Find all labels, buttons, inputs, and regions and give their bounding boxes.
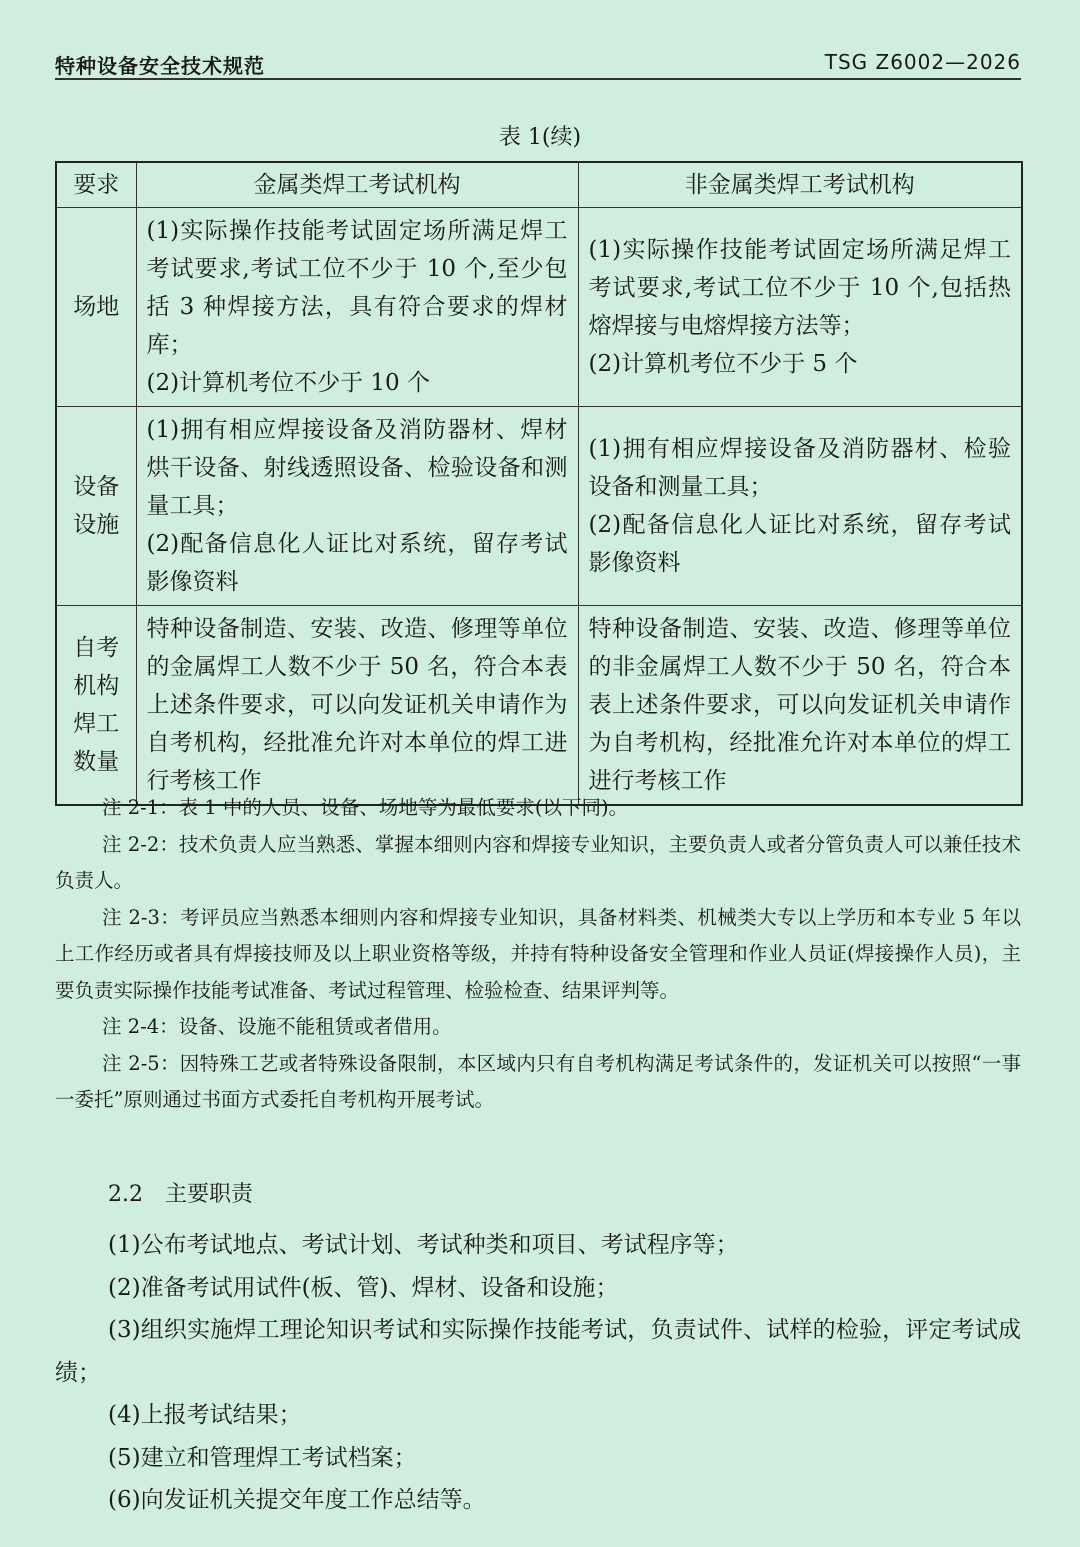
header-standard-code: TSG Z6002—2026 <box>824 50 1021 74</box>
column-header-metal: 金属类焊工考试机构 <box>136 162 578 208</box>
duty-item: (4)上报考试结果； <box>108 1402 302 1428</box>
metal-cell: (1)实际操作技能考试固定场所满足焊工考试要求,考试工位不少于 10 个,至少包括 3 种焊接方法，具有符合要求的焊材库； (2)计算机考位不少于 10 个 <box>136 208 578 407</box>
note: 注 2-4：设备、设施不能租赁或者借用。 <box>102 1015 452 1038</box>
table-notes <box>55 790 1021 1119</box>
note: 注 2-5：因特殊工艺或者特殊设备限制，本区域内只有自考机构满足考试条件的，发证机关可以按照“一事一委托”原则通过书面方式委托自考机构开展考试。 <box>55 1051 1021 1111</box>
duty-item: (1)公布考试地点、考试计划、考试种类和项目、考试程序等； <box>108 1232 739 1258</box>
nonmetal-cell: (1)拥有相应焊接设备及消防器材、检验设备和测量工具； (2)配备信息化人证比对系统，留存考试影像资料 <box>578 407 1022 606</box>
duty-item: (5)建立和管理焊工考试档案； <box>108 1444 417 1471</box>
requirements-table <box>55 161 1023 806</box>
duty-item: (3)组织实施焊工理论知识考试和实际操作技能考试，负责试件、试样的检验，评定考试成绩； <box>55 1317 1021 1386</box>
table-row <box>56 407 1022 606</box>
metal-cell: (1)拥有相应焊接设备及消防器材、焊材烘干设备、射线透照设备、检验设备和测量工具； (2)配备信息化人证比对系统，留存考试影像资料 <box>136 407 578 606</box>
section-heading <box>108 1177 253 1208</box>
page-header <box>55 48 1021 80</box>
note: 注 2-1：表 1 中的人员、设备、场地等为最低要求(以下同)。 <box>102 796 629 819</box>
section-number: 2.2 <box>108 1182 143 1207</box>
requirement-cell: 场地 <box>56 208 136 407</box>
column-header-requirement: 要求 <box>56 162 136 208</box>
table-header-row <box>56 162 1022 208</box>
note: 注 2-2：技术负责人应当熟悉、掌握本细则内容和焊接专业知识，主要负责人或者分管负责人可以兼任技术负责人。 <box>55 832 1021 892</box>
table-row <box>56 606 1022 806</box>
duties-list <box>55 1224 1021 1522</box>
nonmetal-cell: 特种设备制造、安装、改造、修理等单位的非金属焊工人数不少于 50 名，符合本表上述条件要求，可以向发证机关申请作为自考机构，经批准允许对本单位的焊工进行考核工作 <box>578 606 1022 806</box>
table-row <box>56 208 1022 407</box>
metal-cell: 特种设备制造、安装、改造、修理等单位的金属焊工人数不少于 50 名，符合本表上述条件要求，可以向发证机关申请作为自考机构，经批准允许对本单位的焊工进行考核工作 <box>136 606 578 806</box>
table-caption: 表 1(续) <box>498 125 582 150</box>
duty-item: (2)准备考试用试件(板、管)、焊材、设备和设施； <box>108 1274 619 1301</box>
header-title: 特种设备安全技术规范 <box>55 54 265 78</box>
requirement-cell: 设备 设施 <box>56 407 136 606</box>
duty-item: (6)向发证机关提交年度工作总结等。 <box>108 1487 486 1513</box>
section-title: 主要职责 <box>165 1182 254 1207</box>
note: 注 2-3：考评员应当熟悉本细则内容和焊接专业知识，具备材料类、机械类大专以上学历和本专业 5 年以上工作经历或者具有焊接技师及以上职业资格等级，并持有特种设备安全管理和作业人员证(焊接操作人员)，主要负责实际操作技能考试准备、考试过程管理、检验检查、结果评判等。 <box>55 905 1021 1002</box>
nonmetal-cell: (1)实际操作技能考试固定场所满足焊工考试要求,考试工位不少于 10 个,包括热熔焊接与电熔焊接方法等； (2)计算机考位不少于 5 个 <box>578 208 1022 407</box>
column-header-nonmetal: 非金属类焊工考试机构 <box>578 162 1022 208</box>
requirement-cell: 自考 机构 焊工 数量 <box>56 606 136 806</box>
